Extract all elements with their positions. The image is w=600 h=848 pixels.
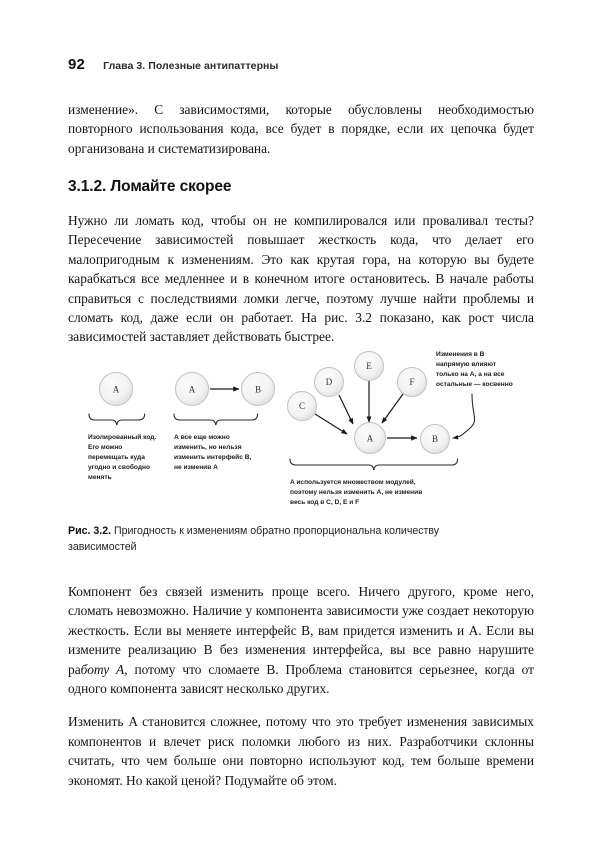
note-graph-line-1: A используется множеством модулей, [290,479,416,486]
section-heading: 3.1.2. Ломайте скорее [68,178,232,195]
after-figure-block [68,582,534,790]
figure-svg [62,338,542,518]
after-figure-paragraph-2: Изменить A становится сложнее, потому что это требует изменения зависимых компонентов и влечет риск поломки любого из них. Разработчики склонны считать, что чем больше они повторно используют код, тем больше времени экономят. Но какой ценой? Подумайте об этом. [68,714,534,788]
callout-leader-line [453,394,475,438]
running-head [68,56,278,73]
node-b-pair-label: B [254,384,262,395]
note-isolated-line-2: Его можно [88,444,123,451]
node-f-label: F [409,377,415,388]
paragraph-1-italic: боту A [80,661,125,677]
note-isolated-line-4: угодно и свободно [88,464,151,471]
figure-caption [68,524,508,555]
paragraph-1-part-b: , потому что сломаете B. Проблема становится серьезнее, когда от одного компонента зависят несколько других. [68,661,535,697]
callout-line-3: только на A, а на все [436,371,505,378]
section-paragraph: Нужно ли ломать код, чтобы он не компилировался или проваливал тесты? Пересечение зависимостей повышает жесткость кода, что делает его малопригодным к изменениям. Это как крутая гора, на которую вы будете карабкаться все медленнее и в конечном итоге остановитесь. В начале работы справиться с последствиями ломки легче, поэтому лучше найти проблемы и сломать код, даже если он работает. На рис. 3.2 показано, как рост числа зависимостей заставляет действовать быстрее. [68,213,534,345]
intro-paragraph: изменение». С зависимостями, которые обусловлены необходимостью повторного использования кода, все будет в порядке, если их цепочка будет организована и систематизирована. [68,102,534,156]
chapter-title: Глава 3. Полезные антипаттерны [103,60,279,72]
brace-pair [174,414,258,425]
callout-line-4: остальные — косвенно [436,381,513,388]
node-e-label: E [366,361,372,372]
section-paragraph-block [68,211,534,347]
intro-paragraph-block [68,100,534,158]
note-pair-line-3: изменить интерфейс B, [174,454,252,461]
note-pair-line-4: не изменив A [174,464,218,471]
figure-caption-label: Рис. 3.2. [68,525,112,537]
brace-isolated [89,414,145,425]
panel-pair [174,373,275,472]
edge-d-to-a [339,395,353,424]
note-graph-line-2: поэтому нельзя изменить A, не изменив [290,489,423,496]
edge-c-to-a [315,414,347,434]
after-figure-paragraph-1 [68,582,534,698]
panel-isolated [88,373,156,482]
callout-line-2: напрямую влияют [436,361,497,368]
figure-3-2 [62,338,542,518]
note-isolated-line-1: Изолированный код. [88,434,157,441]
node-a-graph-label: A [366,433,374,444]
panel-graph [288,351,513,506]
node-d-label: D [325,377,333,388]
page-number: 92 [68,56,86,73]
brace-graph [290,459,458,470]
figure-caption-text: Пригодность к изменениям обратно пропорциональна количеству зависимостей [68,525,440,553]
node-b-graph-label: B [431,434,439,445]
note-graph-line-3: весь код в C, D, E и F [290,499,360,506]
node-a-isolated-label: A [112,384,120,395]
node-c-label: C [298,401,306,412]
edge-f-to-a [382,394,403,423]
node-a-pair-label: A [188,384,196,395]
note-isolated-line-5: менять [88,474,112,481]
callout-line-1: Изменения в B [436,351,485,358]
note-isolated-line-3: перемещать куда [88,454,145,461]
note-pair-line-2: изменить, но нельзя [174,444,242,451]
paragraph-1-part-a: Компонент без связей изменить проще всего. Ничего другого, кроме него, сломать невозможно. Наличие у компонента зависимости уже создает некоторую жесткость. Если вы меняете интерфейс B, вам придется изменить и A. Если вы измените реализацию B без изменения интерфейса, вы все равно нарушите ра [68,584,534,677]
note-pair-line-1: А все еще можно [174,434,230,441]
